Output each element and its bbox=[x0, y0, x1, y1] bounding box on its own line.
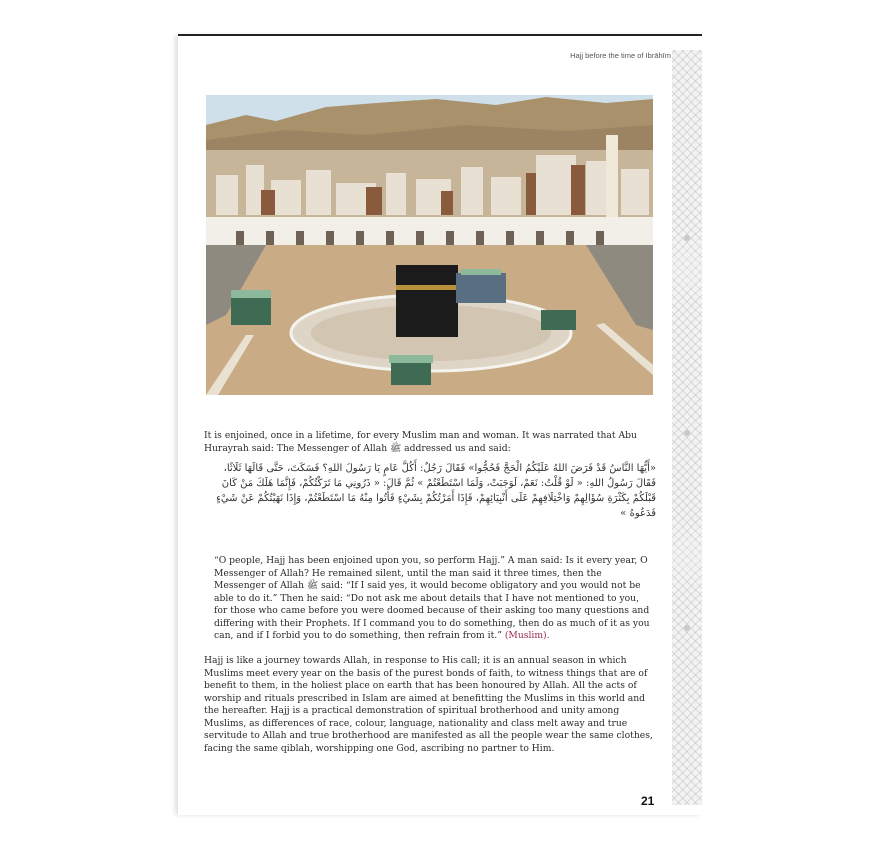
decorative-border bbox=[672, 50, 702, 805]
top-rule bbox=[178, 34, 702, 36]
ornament-dot bbox=[684, 235, 690, 241]
body-paragraph: Hajj is like a journey towards Allah, in response to His call; it is an annual season in which Muslims meet every year on the basis of the purest bonds of faith, to witness things that are of benefit to them, in the holiest place on earth that has been honoured by Allah. All the acts of worship and rituals prescribed in Islam are aimed at benefitting the Muslims in this world and the hereafter. Hajj is a practical demonstration of spiritual brotherhood and unity among Muslims, as differences of race, colour, language, nationality and class melt away and true servitude to Allah and true brotherhood are manifested as all the people wear the same clothes, facing the same qiblah, worshipping one God, ascribing no partner to Him. bbox=[204, 655, 653, 754]
kaaba-photo bbox=[206, 95, 653, 395]
page-number: 21 bbox=[641, 794, 655, 808]
source-reference: (Muslim). bbox=[504, 630, 550, 641]
hadith-translation bbox=[214, 555, 650, 643]
intro-paragraph: It is enjoined, once in a lifetime, for every Muslim man and woman. It was narrated that Abu Hurayrah said: The Messenger of Allah ﷺ addressed us and said: bbox=[204, 430, 637, 454]
translation-text: “O people, Hajj has been enjoined upon you, so perform Hajj.” A man said: Is it every year, O Messenger of Allah? He remained silent, until the man said it three times, then the Messenger of Allah ﷺ said: “If I said yes, it would become obligatory and you would not be able to do it.” Then he said: “Do not ask me about details that I have not mentioned to you, for those who came before you were doomed because of their asking too many questions and differing with their Prophets. If I command you to do something, then do as much of it as you can, and if I forbid you to do something, then refrain from it.” bbox=[214, 555, 650, 641]
arabic-hadith: «أَيُّهَا النَّاسُ قَدْ فَرَضَ اللهُ عَلَيْكُمُ الْحَجَّ فَحُجُّوا» فَقَالَ رَجُلٌ: أَكُلَّ عَامٍ يَا رَسُولَ اللهِ؟ فَسَكَتَ، حَتَّى قَالَهَا ثَلَاثًا، فَقَالَ رَسُولُ اللهِ: « لَوْ قُلْتُ: نَعَمْ، لَوَجَبَتْ، وَلَمَا اسْتَطَعْتُمْ » ثُمَّ قَالَ: « ذَرُونِي مَا تَرَكْتُكُمْ، فَإِنَّمَا هَلَكَ مَنْ كَانَ قَبْلَكُمْ بِكَثْرَةِ سُؤَالِهِمْ وَاخْتِلَافِهِمْ عَلَى أَنْبِيَائِهِمْ، فَإِذَا أَمَرْتُكُمْ بِشَيْءٍ فَأْتُوا مِنْهُ مَا اسْتَطَعْتُمْ، وَإِذَا نَهَيْتُكُمْ عَنْ شَيْءٍ فَدَعُوهُ » bbox=[216, 463, 656, 519]
ornament-dot bbox=[684, 430, 690, 436]
running-head: Hajj before the time of Ibrāhīm bbox=[570, 51, 671, 60]
ornament-dot bbox=[684, 625, 690, 631]
